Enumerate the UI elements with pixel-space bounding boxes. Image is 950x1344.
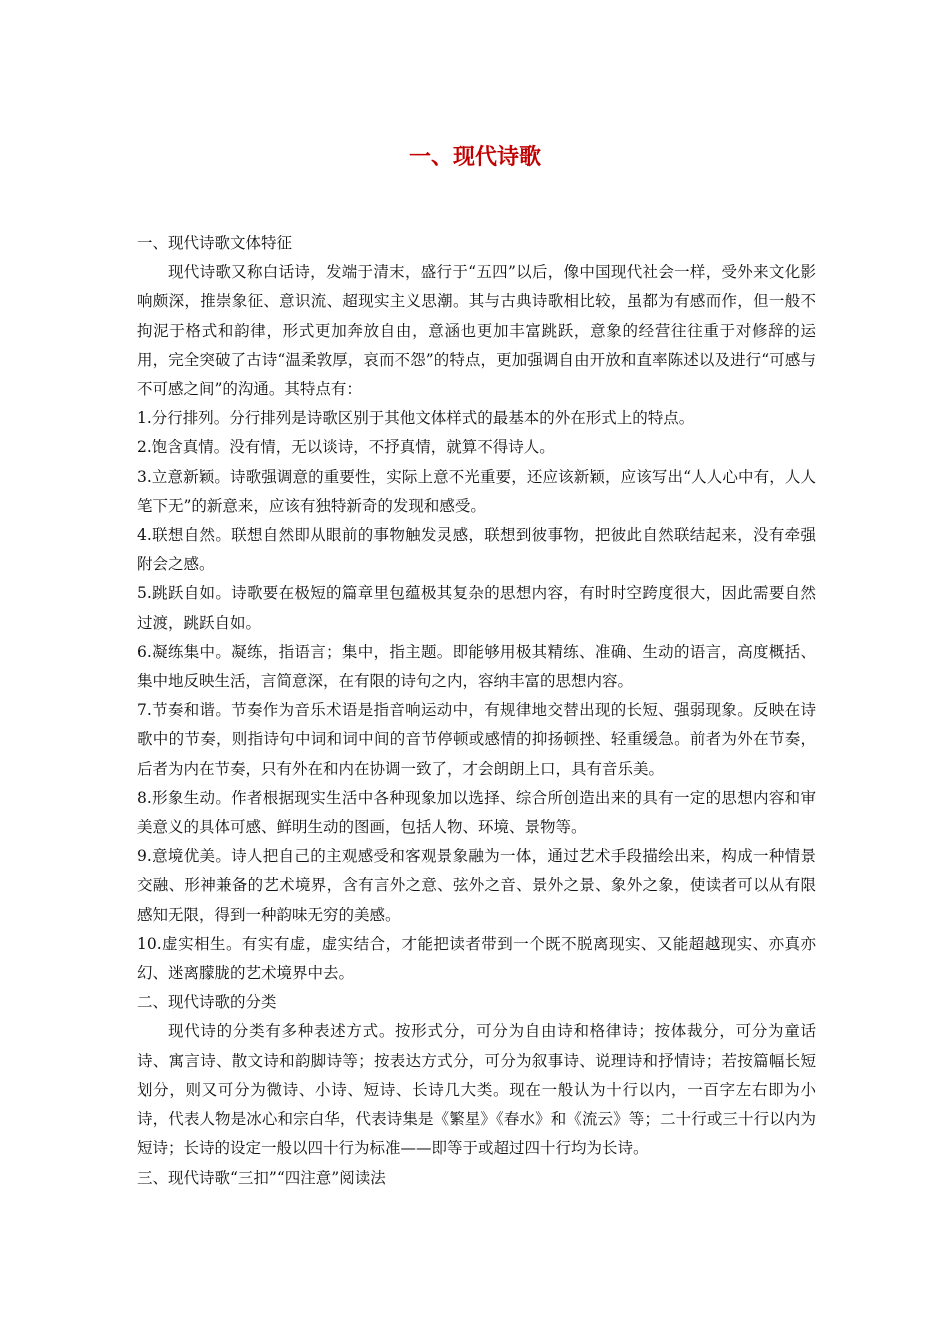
list-item: 4.联想自然。联想自然即从眼前的事物触发灵感，联想到彼事物，把彼此自然联结起来，没有牵强附会之感。 xyxy=(137,526,816,574)
list-item: 5.跳跃自如。诗歌要在极短的篇章里包蕴极其复杂的思想内容，有时时空跨度很大，因此需要自然过渡，跳跃自如。 xyxy=(137,584,816,632)
page-title: 一、现代诗歌 xyxy=(408,145,541,170)
list-item: 7.节奏和谐。节奏作为音乐术语是指音响运动中，有规律地交替出现的长短、强弱现象。反映在诗歌中的节奏，则指诗句中词和词中间的音节停顿或感情的抑扬顿挫、轻重缓急。前者为外在节奏，后者为内在节奏，只有外在和内在协调一致了，才会朗朗上口，具有音乐美。 xyxy=(137,701,816,778)
list-item: 10.虚实相生。有实有虚，虚实结合，才能把读者带到一个既不脱离现实、又能超越现实、亦真亦幻、迷离朦胧的艺术境界中去。 xyxy=(137,934,816,983)
list-item: 6.凝练集中。凝练，指语言；集中，指主题。即能够用极其精练、准确、生动的语言，高度概括、集中地反映生活，言简意深，在有限的诗句之内，容纳丰富的思想内容。 xyxy=(137,642,816,691)
list-item: 2.饱含真情。没有情，无以谈诗，不抒真情，就算不得诗人。 xyxy=(137,438,555,457)
document-body xyxy=(137,229,816,1193)
section-heading: 二、现代诗歌的分类 xyxy=(137,993,277,1012)
list-item: 8.形象生动。作者根据现实生活中各种现象加以选择、综合所创造出来的具有一定的思想内容和审美意义的具体可感、鲜明生动的图画，包括人物、环境、景物等。 xyxy=(137,788,816,837)
section-paragraph: 现代诗的分类有多种表述方式。按形式分，可分为自由诗和格律诗；按体裁分，可分为童话诗、寓言诗、散文诗和韵脚诗等；按表达方式分，可分为叙事诗、说理诗和抒情诗；若按篇幅长短划分，则又可分为微诗、小诗、短诗、长诗几大类。现在一般认为十行以内，一百字左右即为小诗，代表人物是冰心和宗白华，代表诗集是《繁星》《春水》和《流云》等；二十行或三十行以内为短诗；长诗的设定一般以四十行为标准——即等于或超过四十行均为长诗。 xyxy=(137,1022,816,1158)
section-heading: 三、现代诗歌“三扣”“四注意”阅读法 xyxy=(137,1168,386,1187)
list-item: 3.立意新颖。诗歌强调意的重要性，实际上意不光重要，还应该新颖，应该写出“人人心中有，人人笔下无”的新意来，应该有独特新奇的发现和感受。 xyxy=(137,467,816,515)
section-heading: 一、现代诗歌文体特征 xyxy=(137,234,293,252)
list-item: 1.分行排列。分行排列是诗歌区别于其他文体样式的最基本的外在形式上的特点。 xyxy=(137,409,695,428)
list-item: 9.意境优美。诗人把自己的主观感受和客观景象融为一体，通过艺术手段描绘出来，构成一种情景交融、形神兼备的艺术境界，含有言外之意、弦外之音、景外之景、象外之象，使读者可以从有限感知无限，得到一种韵味无穷的美感。 xyxy=(137,847,816,924)
section-paragraph: 现代诗歌又称白话诗，发端于清末，盛行于“五四”以后，像中国现代社会一样，受外来文化影响颇深，推崇象征、意识流、超现实主义思潮。其与古典诗歌相比较，虽都为有感而作，但一般不拘泥于格式和韵律，形式更加奔放自由，意涵也更加丰富跳跃，意象的经营往往重于对修辞的运用，完全突破了古诗“温柔敦厚，哀而不怨”的特点，更加强调自由开放和直率陈述以及进行“可感与不可感之间”的沟通。其特点有： xyxy=(137,263,816,399)
